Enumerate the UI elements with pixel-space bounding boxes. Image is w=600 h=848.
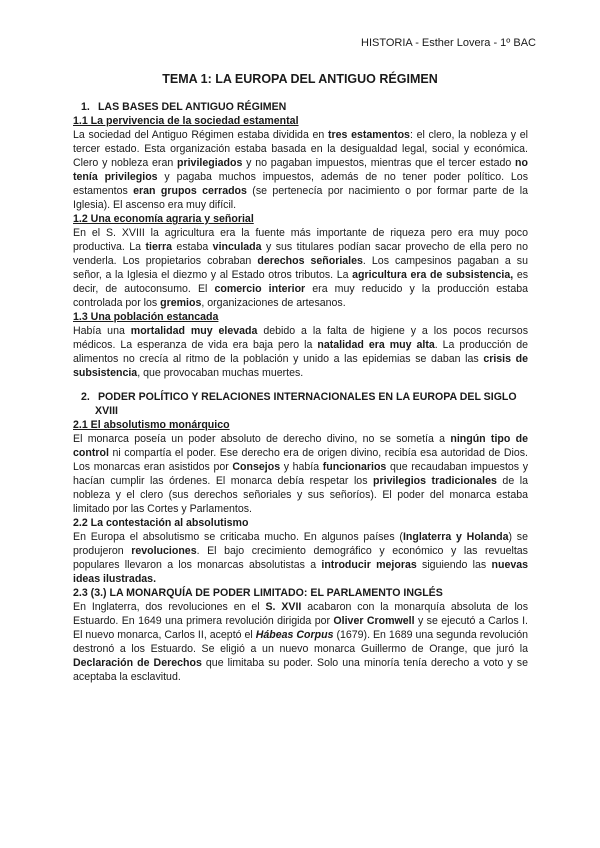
document-body [73,100,528,684]
subsection-2-2-heading: 2.2 La contestación al absolutismo [73,517,249,529]
subsection-2-3-heading: 2.3 (3.) LA MONARQUÍA DE PODER LIMITADO: EL PARLAMENTO INGLÉS [73,587,443,599]
page-header: HISTORIA - Esther Lovera - 1º BAC [361,37,536,49]
document-title: TEMA 1: LA EUROPA DEL ANTIGUO RÉGIMEN [162,72,438,86]
subsection-2-2-text: En Europa el absolutismo se criticaba mucho. En algunos países (Inglaterra y Holanda) se produjeron revoluciones. El bajo crecimiento demográfico y económico y las revueltas populares llevaron a los monarcas absolutistas a introducir mejoras siguiendo las nuevas ideas ilustradas. [73,531,529,585]
subsection-2-1-heading: 2.1 El absolutismo monárquico [73,419,230,431]
section-2-heading: 2. PODER POLÍTICO Y RELACIONES INTERNACIONALES EN LA EUROPA DEL SIGLO XVIII [81,391,517,417]
subsection-1-2-text: En el S. XVIII la agricultura era la fuente más importante de riqueza pero era muy poco productiva. La tierra estaba vinculada y sus titulares podían sacar provecho de ella pero no venderla. Los propietarios cobraban derechos señoriales. Los campesinos pagaban a su señor, a la Iglesia el diezmo y al Estado otros tributos. La agricultura era de subsistencia, es decir, de autoconsumo. El comercio interior era muy reducido y la producción estaba controlada por los gremios, organizaciones de artesanos. [73,227,529,309]
subsection-2-3-text: En Inglaterra, dos revoluciones en el S. XVII acabaron con la monarquía absoluta de los Estuardo. En 1649 una primera revolución dirigida por Oliver Cromwell y se ejecutó a Carlos I. El nuevo monarca, Carlos II, aceptó el Hábeas Corpus (1679). En 1689 una segunda revolución destronó a los Estuardo. Se eligió a un nuevo monarca Guillermo de Orange, que juró la Declaración de Derechos que limitaba su poder. Solo una minoría tenía derecho a voto y se aceptaba la esclavitud. [73,601,528,683]
subsection-1-3-heading: 1.3 Una población estancada [73,311,219,323]
subsection-1-1-text: La sociedad del Antiguo Régimen estaba dividida en tres estamentos: el clero, la nobleza y el tercer estado. Esta organización estaba basada en la desigualdad legal, social y económica. Clero y nobleza eran privilegiados y no pagaban impuestos, mientras que el tercer estado no tenía privilegios y pagaba muchos impuestos, además de no tener poder político. Los estamentos eran grupos cerrados (se pertenecía por nacimiento o por formar parte de la Iglesia). El ascenso era muy difícil. [73,129,528,211]
subsection-1-2-heading: 1.2 Una economía agraria y señorial [73,213,254,225]
subsection-2-1-text: El monarca poseía un poder absoluto de derecho divino, no se sometía a ningún tipo de control ni compartía el poder. Ese derecho era de origen divino, recibía esa autoridad de Dios. Los monarcas eran asistidos por Consejos y había funcionarios que recaudaban impuestos y hacían cumplir las órdenes. El monarca debía respetar los privilegios tradicionales de la nobleza y el clero (sus derechos señoriales y sus señoríos). El poder del monarca estaba limitado por las Cortes y Parlamentos. [73,433,528,515]
subsection-1-3-text: Había una mortalidad muy elevada debido a la falta de higiene y a los pocos recursos médicos. La esperanza de vida era baja pero la natalidad era muy alta. La producción de alimentos no crecía al ritmo de la población y unido a las epidemias se daban las crisis de subsistencia, que provocaban muchas muertes. [73,325,528,379]
section-1-heading: 1. LAS BASES DEL ANTIGUO RÉGIMEN [81,101,287,113]
subsection-1-1-heading: 1.1 La pervivencia de la sociedad estamental [73,115,299,127]
